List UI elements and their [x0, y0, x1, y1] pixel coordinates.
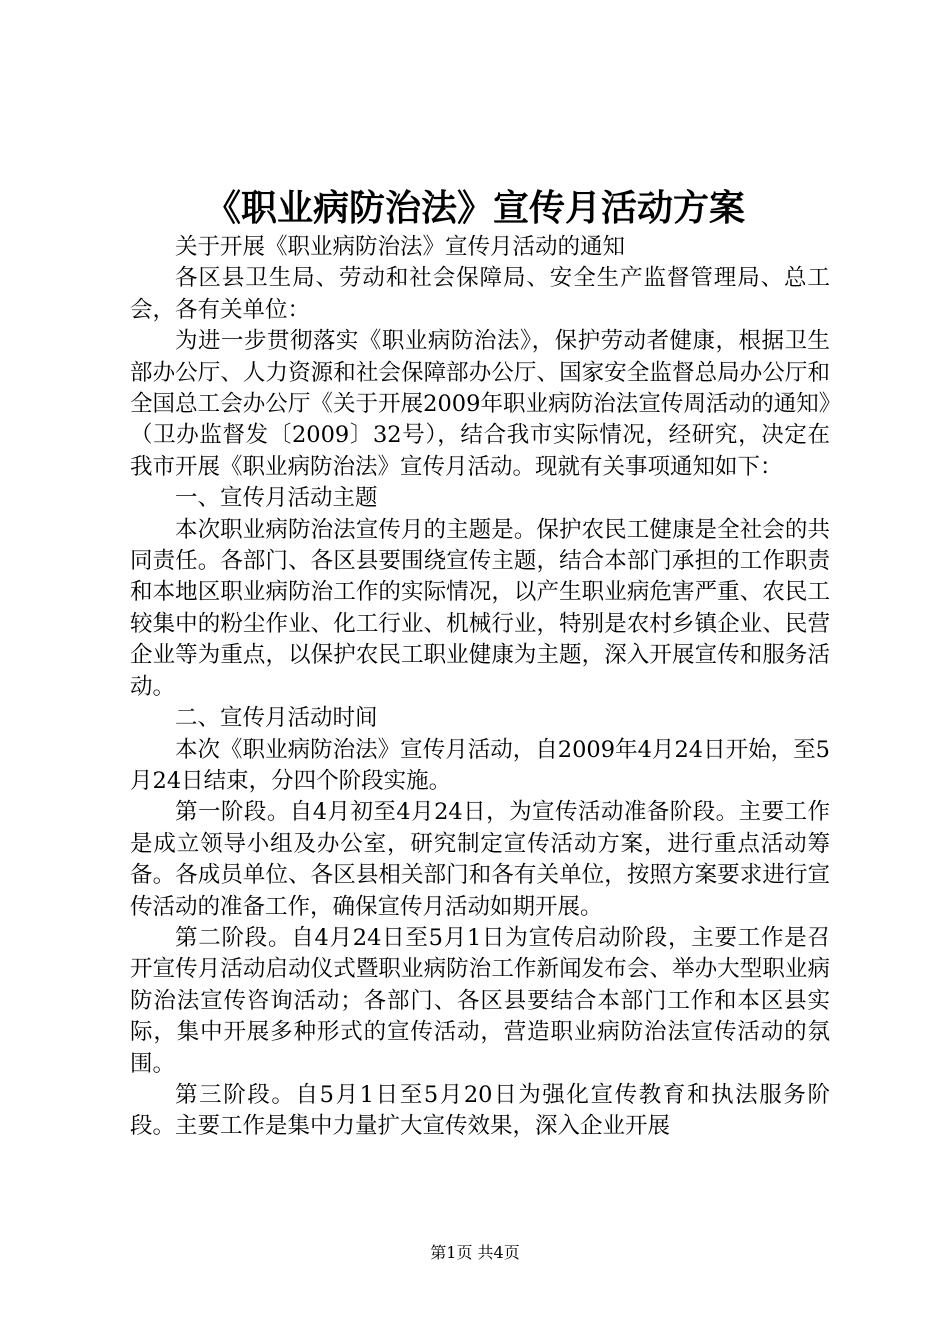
document-title: 《职业病防治法》宣传月活动方案: [204, 187, 745, 229]
paragraph-time: 本次《职业病防治法》宣传月活动，自2009年4月24日开始，至5月24日结束，分四个阶段实施。: [130, 736, 830, 794]
paragraph-addressees: 各区县卫生局、劳动和社会保障局、安全生产监督管理局、总工会，各有关单位：: [130, 265, 830, 323]
document-body: [130, 232, 830, 1143]
paragraph-stage-two: 第二阶段。自4月24日至5月1日为宣传启动阶段，主要工作是召开宣传月活动启动仪式暨职业病防治工作新闻发布会、举办大型职业病防治法宣传咨询活动；各部门、各区县要结合本部门工作和本区县实际，集中开展多种形式的宣传活动，营造职业病防治法宣传活动的氛围。: [130, 924, 830, 1077]
paragraph-theme: 本次职业病防治法宣传月的主题是。保护农民工健康是全社会的共同责任。各部门、各区县要围绕宣传主题，结合本部门承担的工作职责和本地区职业病防治工作的实际情况，以产生职业病危害严重、农民工较集中的粉尘作业、化工行业、机械行业，特别是农村乡镇企业、民营企业等为重点，以保护农民工职业健康为主题，深入开展宣传和服务活动。: [130, 516, 830, 700]
paragraph-notice-heading: 关于开展《职业病防治法》宣传月活动的通知: [175, 234, 626, 260]
paragraph-introduction: 为进一步贯彻落实《职业病防治法》，保护劳动者健康，根据卫生部办公厅、人力资源和社会保障部办公厅、国家安全监督总局办公厅和全国总工会办公厅《关于开展2009年职业病防治法宣传周活动的通知》（卫办监督发〔2009〕32号），结合我市实际情况，经研究，决定在我市开展《职业病防治法》宣传月活动。现就有关事项通知如下：: [130, 328, 830, 480]
section-heading-time: 二、宣传月活动时间: [175, 705, 378, 732]
paragraph-stage-three: 第三阶段。自5月1日至5月20日为强化宣传教育和执法服务阶段。主要工作是集中力量扩大宣传效果，深入企业开展: [130, 1081, 830, 1140]
paragraph-stage-one: 第一阶段。自4月初至4月24日，为宣传活动准备阶段。主要工作是成立领导小组及办公室，研究制定宣传活动方案，进行重点活动筹备。各成员单位、各区县相关部门和各有关单位，按照方案要求进行宣传活动的准备工作，确保宣传月活动如期开展。: [130, 799, 830, 920]
page-footer: 第1页 共4页: [430, 1243, 520, 1262]
section-heading-theme: 一、宣传月活动主题: [175, 485, 378, 512]
